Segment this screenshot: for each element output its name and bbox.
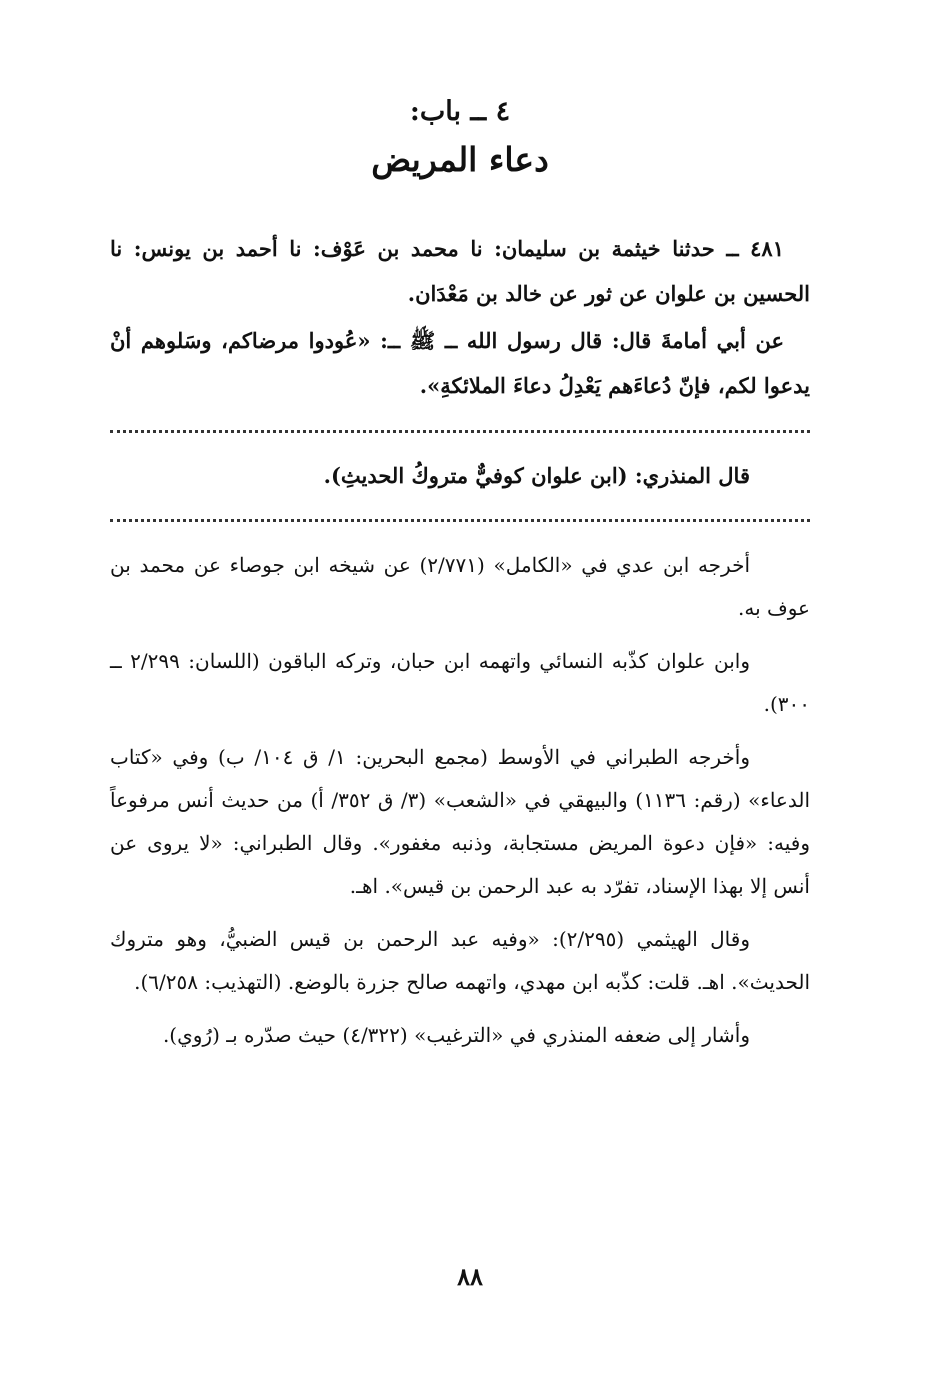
dotted-divider-bottom [110,519,810,522]
book-page [110,90,810,1067]
commentary-paragraph [110,544,810,630]
hadith-isnad-text: ٤٨١ ــ حدثنا خيثمة بن سليمان: نا محمد بن عَوْف: نا أحمد بن يونس: نا الحسين بن علوان عن ثور عن خالد بن مَعْدَان. [110,236,810,306]
page-number: ٨٨ [457,1262,483,1291]
chapter-heading: ٤ ــ باب: [409,96,511,127]
commentary-paragraph [110,918,810,1004]
hadith-isnad [110,226,810,316]
commentary-text: وأشار إلى ضعفه المنذري في «الترغيب» (٤/٣٢٢) حيث صدّره بـ (رُوي). [162,1023,750,1047]
mundhiri-comment: قال المنذري: (ابن علوان كوفيٌّ متروكُ الحديثِ). [323,463,750,488]
commentary-paragraph [110,736,810,908]
commentary-text: وقال الهيثمي (٢/٢٩٥): «وفيه عبد الرحمن بن قيس الضبيُّ، وهو متروك الحديث». اهـ. قلت: كذّبه ابن مهدي، واتهمه صالح جزرة بالوضع. (التهذيب: ٦/٢٥٨). [110,927,810,994]
dotted-divider-top [110,430,810,433]
commentary-text: وأخرجه الطبراني في الأوسط (مجمع البحرين: ١/ ق ١٠٤/ ب) وفي «كتاب الدعاء» (رقم: ١١٣٦) والبيهقي في «الشعب» (٣/ ق ٣٥٢/ أ) من حديث أنس مرفوعاً وفيه: «فإن دعوة المريض مستجابة، وذنبه مغفور». وقال الطبراني: «لا يروى عن أنس إلا بهذا الإسناد، تفرّد به عبد الرحمن بن قيس». اهـ. [110,745,810,898]
commentary-text: أخرجه ابن عدي في «الكامل» (٢/٧٧١) عن شيخه ابن جوصاء عن محمد بن عوف به. [110,553,810,620]
commentary-paragraph [110,1014,810,1057]
hadith-matn [110,318,810,408]
hadith-matn-text: عن أبي أمامةَ قال: قال رسول الله ــ ﷺ ــ: «عُودوا مرضاكم، وسَلوهم أنْ يدعوا لكم، فإنّ دُعاءَهم يَعْدِلُ دعاءَ الملائكةِ». [110,328,810,398]
commentary-paragraph [110,640,810,726]
commentary-text: وابن علوان كذّبه النسائي واتهمه ابن حبان، وتركه الباقون (اللسان: ٢/٢٩٩ ــ ٣٠٠). [110,649,810,716]
chapter-title: دعاء المريض [371,140,549,179]
